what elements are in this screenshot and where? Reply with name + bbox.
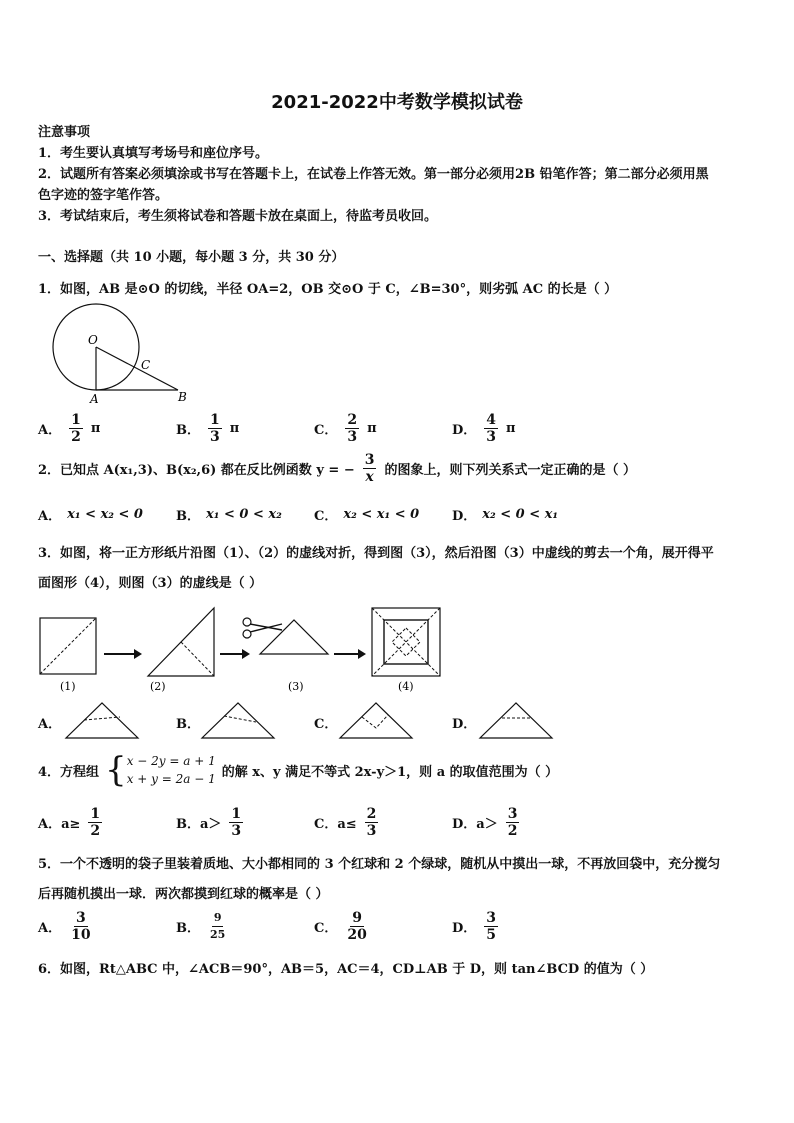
notes-item: 色字迹的签字笔作答。 xyxy=(38,188,169,203)
question-3-line2: 面图形（4），则图（3）的虚线是（ ） xyxy=(38,576,263,591)
q2-option-b: B． x₁ < 0 < x₂ xyxy=(176,507,282,524)
notes-item: 2．试题所有答案必须填涂或书写在答题卡上，在试卷上作答无效。第一部分必须用2B 铅笔作答；第二部分必须用黑 xyxy=(38,167,709,182)
q1-option-b: B． $\frac{1}{3}$ π xyxy=(176,412,240,445)
q1-option-d: D． $\frac{4}{3}$ π xyxy=(452,412,516,445)
q4-option-c: C．a≤ $\frac{2}{3}$ xyxy=(314,806,377,839)
q1-option-a: A． $\frac{1}{2}$ π xyxy=(38,412,101,445)
q2-option-c: C． x₂ < x₁ < 0 xyxy=(314,507,420,524)
question-3-line1: 3．如图，将一正方形纸片沿图（1）、（2）的虚线对折，得到图（3），然后沿图（3）中虚线的剪去一个角，展开得平 xyxy=(38,546,714,561)
notes-heading: 注意事项 xyxy=(38,125,91,140)
question-5-line2: 后再随机摸出一球．两次都摸到红球的概率是（ ） xyxy=(38,887,329,902)
page-title: 2021-2022中考数学模拟试卷 xyxy=(271,92,523,113)
question-4-text: 4．方程组 { x − 2y = a + 1 x + y = 2a − 1 的解 x、y 满足不等式 2x-y＞1，则 a 的取值范围为（ ） xyxy=(38,750,559,790)
q5-option-c: C． $\frac{9}{20}$ xyxy=(314,910,367,943)
q1-figure-circle-tangent xyxy=(36,303,196,407)
question-2-text: 2．已知点 A(x₁,3)、B(x₂,6) 都在反比例函数 y = − $\frac{3}{x}$ 的图象上，则下列关系式一定正确的是（ ） xyxy=(38,452,637,485)
q3-fold-cut-figure xyxy=(36,604,446,694)
q2-option-a: A． x₁ < x₂ < 0 xyxy=(38,507,143,524)
label-b: B xyxy=(178,390,187,404)
q4-option-a: A．a≥ $\frac{1}{2}$ xyxy=(38,806,101,839)
q3-option-d-label: D． xyxy=(452,717,477,732)
label-o: O xyxy=(88,333,98,347)
q3-option-d-figure xyxy=(478,700,554,740)
question-1-text: 1．如图，AB 是⊙O 的切线，半径 OA=2，OB 交⊙O 于 C，∠B=30°，则劣弧 AC 的长是（ ） xyxy=(38,282,618,297)
notes-item: 3．考试结束后，考生须将试卷和答题卡放在桌面上，待监考员收回。 xyxy=(38,209,438,224)
caption-3: (3) xyxy=(288,680,304,693)
section-heading: 一、选择题（共 10 小题，每小题 3 分，共 30 分） xyxy=(38,250,345,265)
q1-option-c: C． $\frac{2}{3}$ π xyxy=(314,412,377,445)
caption-1: (1) xyxy=(60,680,76,693)
q3-option-a-label: A． xyxy=(38,717,62,732)
label-a: A xyxy=(90,392,99,406)
caption-4: (4) xyxy=(398,680,414,693)
caption-2: (2) xyxy=(150,680,166,693)
q2-option-d: D． x₂ < 0 < x₁ xyxy=(452,507,559,524)
notes-item: 1．考生要认真填写考场号和座位序号。 xyxy=(38,146,269,161)
q3-option-c-figure xyxy=(338,700,414,740)
brace: { xyxy=(105,750,127,790)
question-6-text: 6．如图，Rt△ABC 中，∠ACB＝90°，AB＝5，AC＝4，CD⊥AB 于 D，则 tan∠BCD 的值为（ ） xyxy=(38,962,654,977)
q3-option-a-figure xyxy=(64,700,140,740)
question-5-line1: 5．一个不透明的袋子里装着质地、大小都相同的 3 个红球和 2 个绿球，随机从中摸出一球，不再放回袋中，充分搅匀 xyxy=(38,857,721,872)
q5-option-a: A． $\frac{3}{10}$ xyxy=(38,910,91,943)
q4-option-d: D．a＞ $\frac{3}{2}$ xyxy=(452,806,518,839)
label-c: C xyxy=(141,358,151,372)
q4-option-b: B．a＞ $\frac{1}{3}$ xyxy=(176,806,242,839)
q3-option-b-label: B． xyxy=(176,717,200,732)
q5-option-d: D． $\frac{3}{5}$ xyxy=(452,910,497,943)
q3-option-c-label: C． xyxy=(314,717,338,732)
q5-option-b: B． $\frac{9}{25}$ xyxy=(176,911,226,941)
q3-option-b-figure xyxy=(200,700,276,740)
